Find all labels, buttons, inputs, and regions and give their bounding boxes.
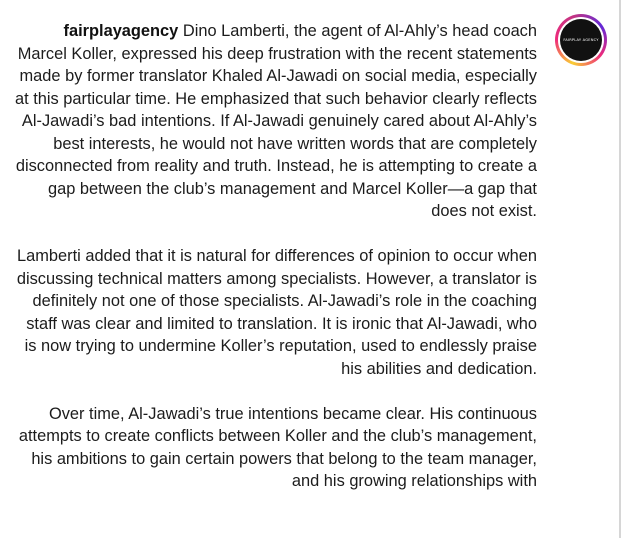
username-link[interactable]: fairplayagency bbox=[63, 22, 179, 40]
caption-paragraph-3: Over time, Al-Jawadi’s true intentions became clear. His continuous attempts to create conflicts between Koller and the club’s management, his ambitions to gain certain powers that belong to the team manager, and his growing relationships with bbox=[18, 404, 537, 490]
avatar-story-ring[interactable] bbox=[555, 14, 607, 66]
agency-logo: FAIRPLAY AGENCY bbox=[563, 38, 599, 42]
avatar-ring-gap bbox=[558, 17, 604, 63]
caption-paragraph-2: Lamberti added that it is natural for differences of opinion to occur when discussing technical matters among specialists. However, a translator is definitely not one of those specialists. Al-Jawadi’s role in the coaching staff was clear and limited to translation. It is ironic that Al-Jawadi, who is now trying to undermine Koller’s reputation, used to endlessly praise his abilities and dedication. bbox=[16, 247, 537, 378]
caption-paragraph-1-text: Dino Lamberti, the agent of Al-Ahly’s head coach Marcel Koller, expressed his deep frustration with the recent statements made by former translator Khaled Al-Jawadi on social media, especially at this particular time. He emphasized that such behavior clearly reflects Al-Jawadi’s bad intentions. If Al-Jawadi genuinely cared about Al-Ahly’s best interests, he would not have written words that are completely disconnected from reality and truth. Instead, he is attempting to create a gap between the club’s management and Marcel Koller—a gap that does not exist. bbox=[14, 22, 537, 220]
avatar[interactable] bbox=[560, 19, 602, 61]
post-caption bbox=[14, 20, 537, 515]
caption-paragraph-1 bbox=[14, 20, 537, 223]
